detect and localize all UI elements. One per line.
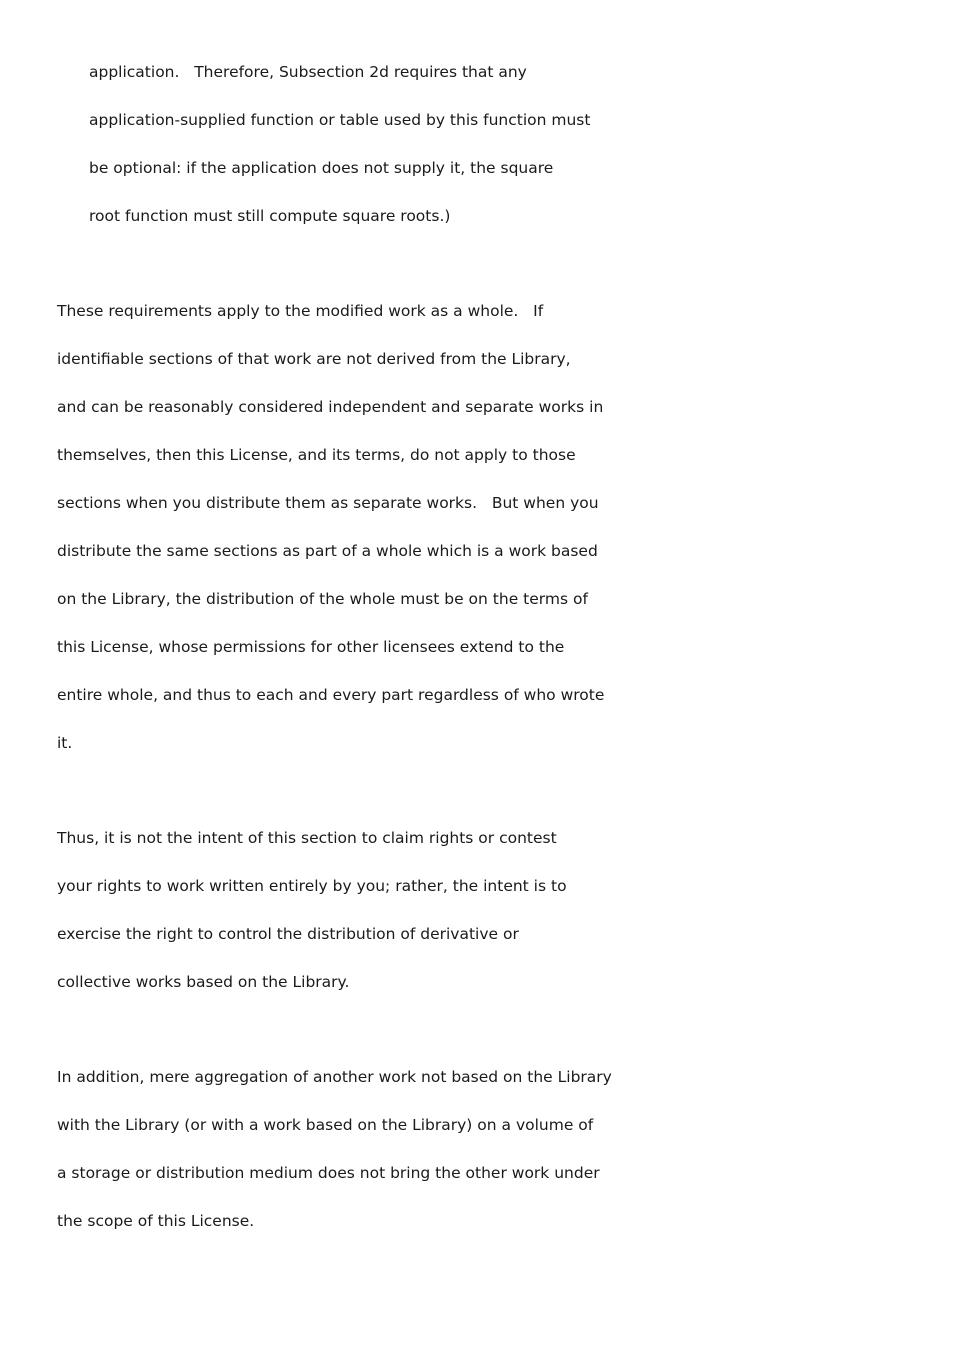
text-line: application. Therefore, Subsection 2d requires that any: [89, 63, 527, 81]
text-line: themselves, then this License, and its terms, do not apply to those: [57, 446, 576, 464]
text-line: it.: [57, 734, 73, 752]
text-line: Thus, it is not the intent of this section to claim rights or contest: [57, 829, 557, 847]
text-line: entire whole, and thus to each and every part regardless of who wrote: [57, 686, 605, 704]
text-line: exercise the right to control the distribution of derivative or: [57, 925, 519, 943]
text-line: In addition, mere aggregation of another work not based on the Library: [57, 1068, 612, 1086]
paragraph-square-root-note: [89, 62, 689, 254]
text-line: be optional: if the application does not supply it, the square: [89, 159, 554, 177]
text-line: your rights to work written entirely by you; rather, the intent is to: [57, 877, 567, 895]
paragraph-requirements: [57, 301, 657, 781]
paragraph-aggregation: [57, 1067, 657, 1259]
text-line: application-supplied function or table used by this function must: [89, 111, 591, 129]
text-line: the scope of this License.: [57, 1212, 255, 1230]
text-line: collective works based on the Library.: [57, 973, 350, 991]
text-line: this License, whose permissions for other licensees extend to the: [57, 638, 565, 656]
text-line: and can be reasonably considered independent and separate works in: [57, 398, 604, 416]
text-line: with the Library (or with a work based on the Library) on a volume of: [57, 1116, 594, 1134]
text-line: a storage or distribution medium does not bring the other work under: [57, 1164, 600, 1182]
text-line: distribute the same sections as part of a whole which is a work based: [57, 542, 598, 560]
text-line: These requirements apply to the modified work as a whole. If: [57, 302, 544, 320]
text-line: identifiable sections of that work are not derived from the Library,: [57, 350, 571, 368]
text-line: root function must still compute square roots.): [89, 207, 451, 225]
text-line: sections when you distribute them as separate works. But when you: [57, 494, 599, 512]
paragraph-intent: [57, 828, 657, 1020]
text-line: on the Library, the distribution of the whole must be on the terms of: [57, 590, 588, 608]
